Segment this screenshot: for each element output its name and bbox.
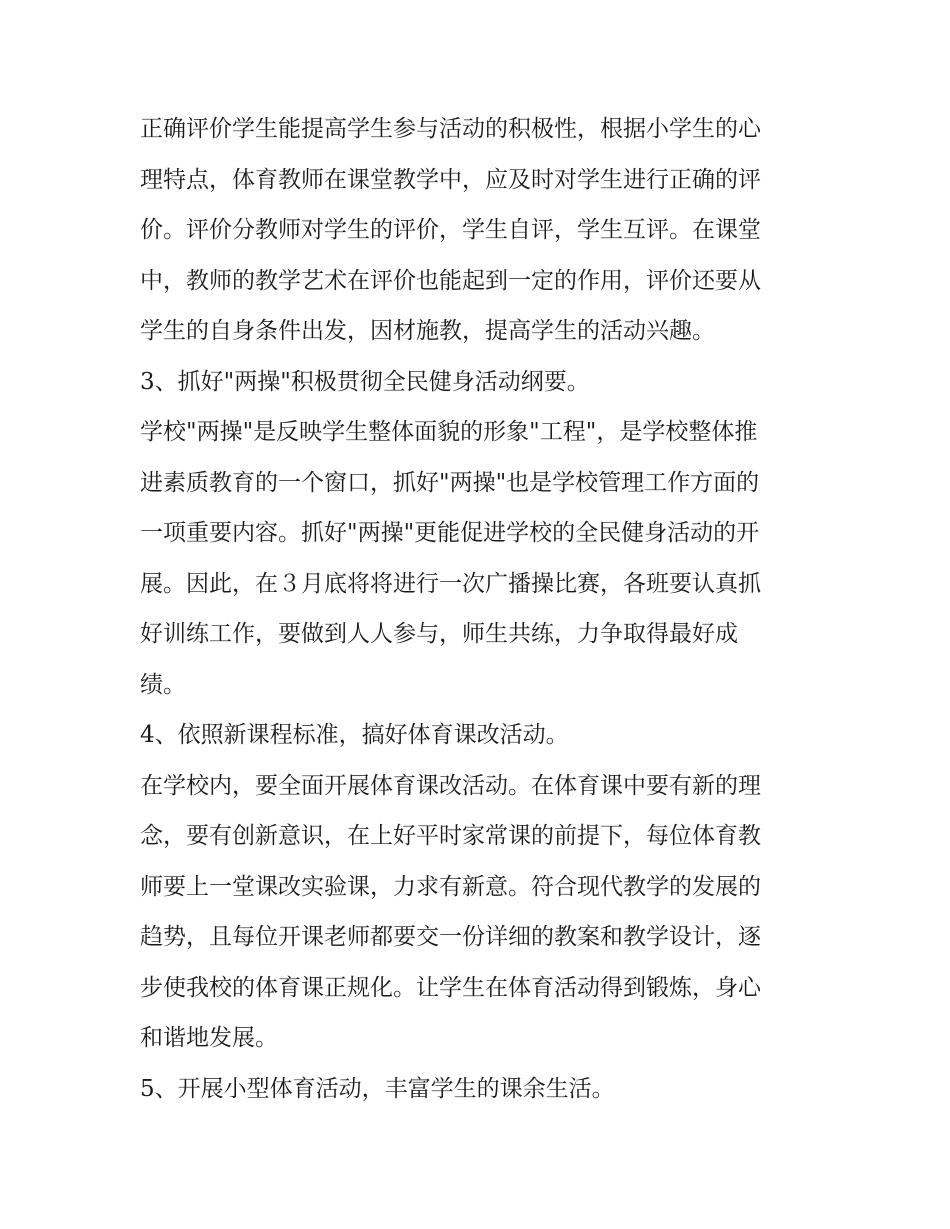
paragraph-exercises: [140, 407, 820, 710]
heading-item-4: [140, 710, 820, 761]
section-heading: 3、抓好"两操"积极贯彻全民健身活动纲要。: [140, 368, 590, 395]
text-line: 进素质教育的一个窗口，抓好"两操"也是学校管理工作方面的: [140, 469, 760, 496]
document-body: [140, 104, 820, 1114]
paragraph-curriculum-reform: [140, 761, 820, 1064]
section-heading: 5、开展小型体育活动，丰富学生的课余生活。: [140, 1075, 615, 1102]
text-line: 趋势，且每位开课老师都要交一份详细的教案和教学设计，逐: [140, 924, 761, 950]
text-line: 一项重要内容。抓好"两操"更能促进学校的全民健身活动的开: [140, 520, 760, 546]
text-line: 学校"两操"是反映学生整体面貌的形象"工程"，是学校整体推: [140, 419, 758, 445]
text-line: 展。因此，在３月底将将进行一次广播操比赛，各班要认真抓: [140, 570, 761, 597]
text-line: 正确评价学生能提高学生参与活动的积极性，根据小学生的心: [140, 116, 761, 142]
text-line: 好训练工作，要做到人人参与，师生共练，力争取得最好成: [140, 621, 738, 647]
text-line: 学生的自身条件出发，因材施教，提高学生的活动兴趣。: [140, 318, 715, 344]
text-line: 价。评价分教师对学生的评价，学生自评，学生互评。在课堂: [140, 217, 761, 243]
text-line: 和谐地发展。: [140, 1025, 278, 1051]
paragraph-evaluation: [140, 104, 820, 357]
text-line: 理特点，体育教师在课堂教学中，应及时对学生进行正确的评: [140, 166, 761, 193]
text-line: 师要上一堂课改实验课，力求有新意。符合现代教学的发展的: [140, 873, 761, 900]
text-line: 中，教师的教学艺术在评价也能起到一定的作用，评价还要从: [140, 267, 761, 294]
text-line: 绩。: [140, 671, 186, 698]
text-line: 念，要有创新意识，在上好平时家常课的前提下，每位体育教: [140, 823, 761, 849]
heading-item-5: [140, 1064, 820, 1115]
heading-item-3: [140, 357, 820, 408]
section-heading: 4、依照新课程标准，搞好体育课改活动。: [140, 722, 569, 748]
text-line: 在学校内，要全面开展体育课改活动。在体育课中要有新的理: [140, 772, 761, 799]
text-line: 步使我校的体育课正规化。让学生在体育活动得到锻炼，身心: [140, 974, 761, 1001]
